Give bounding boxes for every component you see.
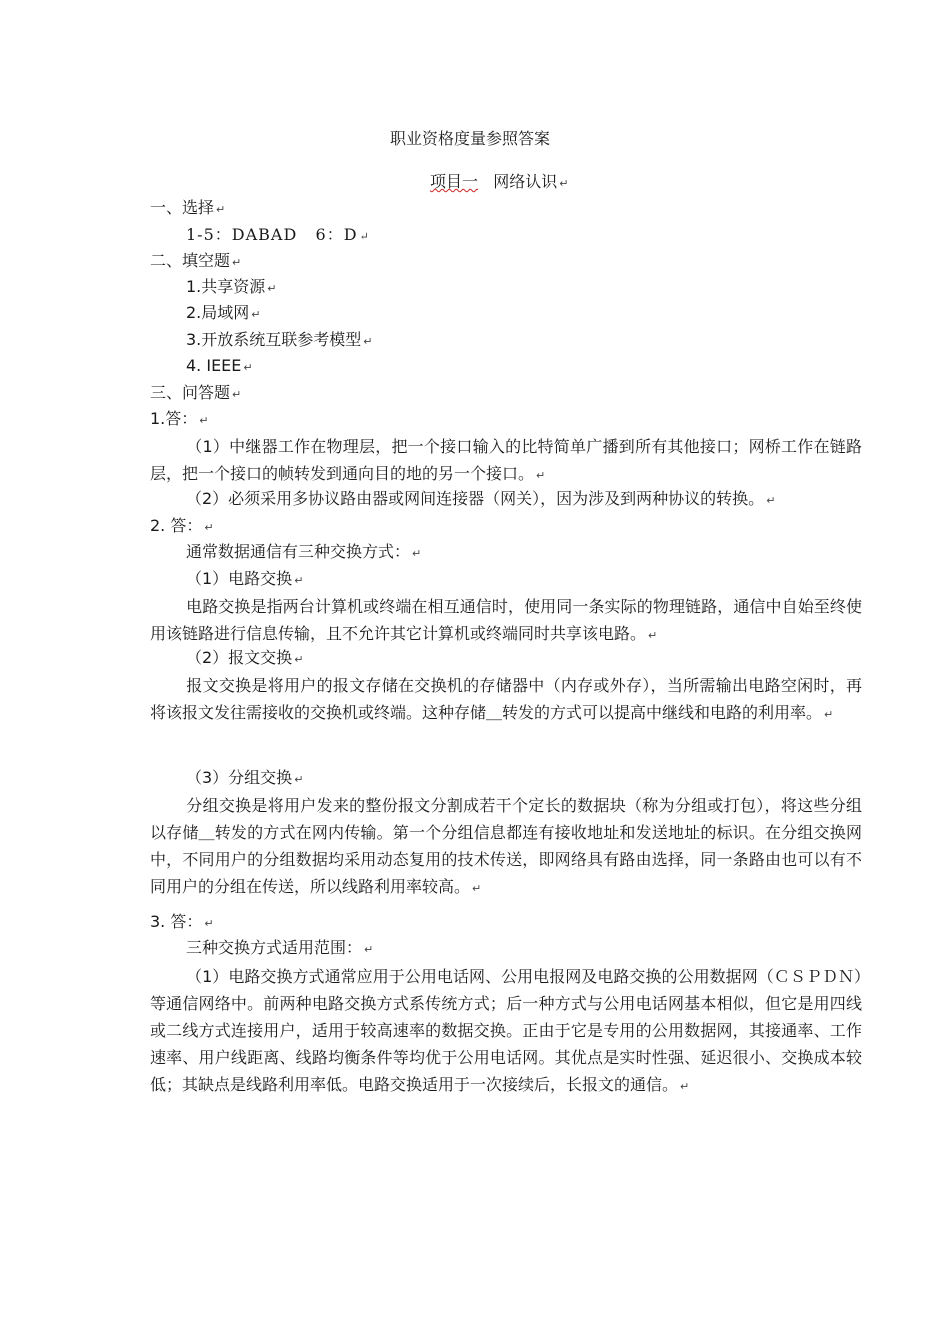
answer-1-label: 1.答： ↵ — [150, 409, 209, 428]
answer-2-text-1: 电路交换是指两台计算机或终端在相互通信时，使用同一条实际的物理链路，通信中自始至终使用该链路进行信息传输，且不允许其它计算机或终端同时共享该电路。 ↵ — [150, 597, 862, 643]
answer-3-text-1: （1）电路交换方式通常应用于公用电话网、公用电报网及电路交换的公用数据网（ＣＳＰＤＮ）等通信网络中。前两种电路交换方式系传统方式；后一种方式与公用电话网基本相似，但它是用四线或二线方式连接用户，适用于较高速率的数据交换。正由于它是专用的公用数据网，其接通率、工作速率、用户线距离、线路均衡条件等均优于公用电话网。其优点是实时性强、延迟很小、交换成本较低；其缺点是线路利用率低。电路交换适用于一次接续后，长报文的通信。 ↵ — [150, 967, 862, 1094]
answer-3-label: 3. 答： ↵ — [150, 912, 214, 931]
answer-2-text-2: 报文交换是将用户的报文存储在交换机的存储器中（内存或外存），当所需输出电路空闲时，再将该报文发往需接收的交换机或终端。这种存储＿转发的方式可以提高中继线和电路的利用率。 ↵ — [150, 676, 862, 722]
paragraph-mark-icon: ↵ — [294, 653, 304, 666]
project-name: 网络认识 — [493, 172, 558, 191]
section3-heading: 三、问答题 ↵ — [150, 383, 242, 402]
paragraph-mark-icon: ↵ — [204, 521, 214, 534]
paragraph-mark-icon: ↵ — [359, 230, 370, 243]
paragraph-mark-icon: ↵ — [199, 414, 209, 427]
answer-1-paragraph-1: （1）中继器工作在物理层，把一个接口输入的比特简单广播到所有其他接口；网桥工作在链路层，把一个接口的帧转发到通向目的地的另一个接口。 ↵ — [150, 437, 862, 483]
answer-3-intro: 三种交换方式适用范围： ↵ — [186, 938, 374, 957]
project-heading — [430, 171, 569, 193]
paragraph-mark-icon: ↵ — [412, 547, 422, 560]
paragraph-mark-icon: ↵ — [559, 177, 569, 190]
paragraph-mark-icon: ↵ — [294, 773, 304, 786]
answer-1-paragraph-2: （2）必须采用多协议路由器或网间连接器（网关），因为涉及到两种协议的转换。 ↵ — [186, 489, 776, 508]
paragraph-mark-icon: ↵ — [232, 388, 242, 401]
paragraph-mark-icon: ↵ — [251, 308, 261, 321]
paragraph-mark-icon: ↵ — [648, 629, 658, 642]
paragraph-mark-icon: ↵ — [232, 256, 242, 269]
paragraph-mark-icon: ↵ — [536, 469, 546, 482]
answer-2-intro: 通常数据通信有三种交换方式： ↵ — [186, 542, 422, 561]
project-number: 项目一 — [430, 172, 479, 191]
paragraph-mark-icon: ↵ — [824, 708, 834, 721]
paragraph-mark-icon: ↵ — [363, 335, 373, 348]
document-title: 职业资格度量参照答案 — [390, 129, 551, 148]
answer-2-heading-2: （2）报文交换 ↵ — [186, 648, 304, 667]
section2-heading: 二、填空题 ↵ — [150, 251, 242, 270]
answer-2-label: 2. 答： ↵ — [150, 516, 214, 535]
fill-item-2: 2.局域网 ↵ — [186, 303, 261, 322]
section1-answer: 1-5：DABAD 6：D ↵ — [186, 225, 370, 244]
answer-2-heading-1: （1）电路交换 ↵ — [186, 569, 304, 588]
fill-item-3: 3.开放系统互联参考模型 ↵ — [186, 330, 373, 349]
paragraph-mark-icon: ↵ — [294, 574, 304, 587]
section1-heading: 一、选择 ↵ — [150, 198, 226, 217]
paragraph-mark-icon: ↵ — [204, 917, 214, 930]
paragraph-mark-icon: ↵ — [766, 494, 776, 507]
paragraph-mark-icon: ↵ — [216, 203, 226, 216]
paragraph-mark-icon: ↵ — [243, 361, 253, 374]
paragraph-mark-icon: ↵ — [680, 1080, 690, 1093]
paragraph-mark-icon: ↵ — [267, 282, 277, 295]
paragraph-mark-icon: ↵ — [472, 882, 482, 895]
fill-item-4: 4. IEEE ↵ — [186, 356, 253, 375]
paragraph-mark-icon: ↵ — [364, 943, 374, 956]
answer-2-heading-3: （3）分组交换 ↵ — [186, 768, 304, 787]
answer-2-text-3: 分组交换是将用户发来的整份报文分割成若干个定长的数据块（称为分组或打包），将这些分组以存储＿转发的方式在网内传输。第一个分组信息都连有接收地址和发送地址的标识。在分组交换网中，不同用户的分组数据均采用动态复用的技术传送，即网络具有路由选择，同一条路由也可以有不同用户的分组在传送，所以线路利用率较高。 ↵ — [150, 796, 862, 896]
fill-item-1: 1.共享资源 ↵ — [186, 277, 277, 296]
